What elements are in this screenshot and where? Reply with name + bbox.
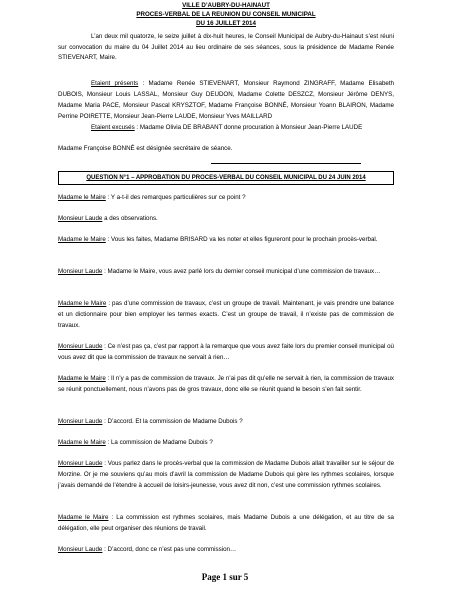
dialogue-entry bbox=[58, 234, 394, 245]
meeting-date: DU 16 JUILLET 2014 bbox=[196, 20, 256, 27]
speech-text: : D’accord. Et la commission de Madame Dubois ? bbox=[102, 418, 243, 425]
speech-text: : Vous les faites, Madame BRISARD va les noter et elles figureront pour le prochain procès-verbal. bbox=[105, 236, 378, 243]
speech-text: : La commission est rythmes scolaires, mais Madame Dubois a une délégation, et au titre de sa délégation, elle peut organiser des réunions de travail. bbox=[58, 514, 394, 532]
intro-paragraph: L’an deux mil quatorze, le seize juillet à dix-huit heures, le Conseil Municipal de Aubry-du-Hainaut s’est réuni sur convocation du maire du 04 Juillet 2014 au lieu ordinaire de ses séances, sous la présidence de Madame Renée STIEVENART, Maire. bbox=[58, 33, 394, 61]
excused-label: Etaient excusés bbox=[91, 124, 135, 131]
dialogue-entry bbox=[58, 373, 394, 395]
speaker-name: Monsieur Laude bbox=[58, 268, 103, 275]
speaker-name: Monsieur Laude bbox=[58, 343, 103, 350]
speaker-name: Monsieur Laude bbox=[58, 546, 103, 553]
speech-text: : pas d’une commission de travaux, c’est un groupe de travail. Maintenant, je vais prendre une balance et un dictionnaire pour bien employer les termes exacts. C’est un groupe de travail, il n’existe pas de commission de travaux. bbox=[58, 300, 394, 329]
attendance-present bbox=[58, 78, 394, 122]
dialogue-entry bbox=[58, 341, 394, 363]
speaker-name: Madame le Maire bbox=[58, 236, 106, 243]
dialogue-entry bbox=[58, 213, 394, 224]
speech-text: : Y a-t-il des remarques particulières sur ce point ? bbox=[105, 194, 246, 201]
speaker-name: Madame le Maire bbox=[58, 300, 107, 307]
document-header bbox=[58, 1, 394, 28]
excused-text: : Madame Olivia DE BRABANT donne procuration à Monsieur Jean-Pierre LAUDE bbox=[134, 124, 363, 131]
document-title: PROCES-VERBAL DE LA REUNION DU CONSEIL MUNICIPAL bbox=[136, 11, 316, 18]
page-number: Page 1 sur 5 bbox=[201, 572, 249, 582]
dialogue-entry bbox=[58, 266, 394, 277]
speech-text: : Vous parlez dans le procès-verbal que la commission de Madame Dubois allait travailler sur le séjour de Morzine. Or je me souviens qu’au mois d’avril la commission de Madame Dubois qui gère les rythmes scolaires, lorsque j’avais demandé de l’étendre à accueil de loisirs-jeunesse, vous avez dit non, c’est une commission rythmes scolaires. bbox=[58, 460, 395, 489]
speech-text: : Ce n’est pas ça, c’est par rapport à la remarque que vous avez faite lors du premier conseil municipal où vous avez dit que la commission de travaux ne servait à rien… bbox=[58, 343, 394, 361]
speaker-name: Monsieur Laude bbox=[58, 460, 103, 467]
dialogue-entry bbox=[58, 458, 394, 491]
dialogue-entry bbox=[58, 437, 394, 448]
speech-text: : D’accord, donc ce n’est pas une commission… bbox=[102, 546, 237, 553]
speaker-name: Monsieur Laude bbox=[58, 418, 103, 425]
speech-text: : Madame le Maire, vous avez parlé lors du dernier conseil municipal d’une commission de travaux… bbox=[102, 268, 381, 275]
speaker-name: Madame le Maire bbox=[58, 194, 106, 201]
dialogue-entry bbox=[58, 192, 394, 203]
question-title: QUESTION N°1 – APPROBATION DU PROCES-VERBAL DU CONSEIL MUNICIPAL DU 24 JUIN 2014 bbox=[86, 175, 366, 181]
speech-text: a des observations. bbox=[102, 215, 158, 222]
attendance-excused bbox=[58, 122, 394, 133]
secretary-line: Madame Françoise BONNÉ est désignée secrétaire de séance. bbox=[58, 145, 233, 152]
city-name: VILLE D’AUBRY-DU-HAINAUT bbox=[182, 2, 270, 9]
speaker-name: Monsieur Laude bbox=[58, 215, 103, 222]
question-heading bbox=[58, 171, 394, 185]
dialogue-entry bbox=[58, 544, 394, 555]
dialogue-entry bbox=[58, 416, 394, 427]
dialogue-entry bbox=[58, 298, 394, 331]
speech-text: : La commission de Madame Dubois ? bbox=[105, 439, 213, 446]
speech-text: : Il n’y a pas de commission de travaux. Je n’ai pas dit qu’elle ne servait à rien, la commission de travaux se réunit ponctuellement, nous n’avons pas de gros travaux, donc elle se réunit quand le besoin s’en fait sentir. bbox=[58, 375, 395, 393]
present-label: Etaient présents bbox=[91, 80, 139, 87]
speaker-name: Madame le Maire bbox=[58, 514, 109, 521]
section-divider bbox=[211, 163, 361, 164]
present-list: : Madame Renée STIEVENART, Monsieur Raymond ZINGRAFF, Madame Elisabeth DUBOIS, Monsieur Louis LASSAL, Monsieur Guy DEUDON, Madame Colette DESZCZ, Monsieur Jérôme DENYS, Madame Maria PACE, Monsieur Pascal KRYSZTOF, Madame Françoise BONNÉ, Monsieur Yoann BLAIRON, Madame Perrine POIRETTE, Monsieur Jean-Pierre LAUDE, Monsieur Yves MAILLARD bbox=[58, 80, 394, 120]
dialogue-entry bbox=[58, 512, 394, 534]
speaker-name: Madame le Maire bbox=[58, 439, 106, 446]
speaker-name: Madame le Maire bbox=[58, 375, 106, 382]
